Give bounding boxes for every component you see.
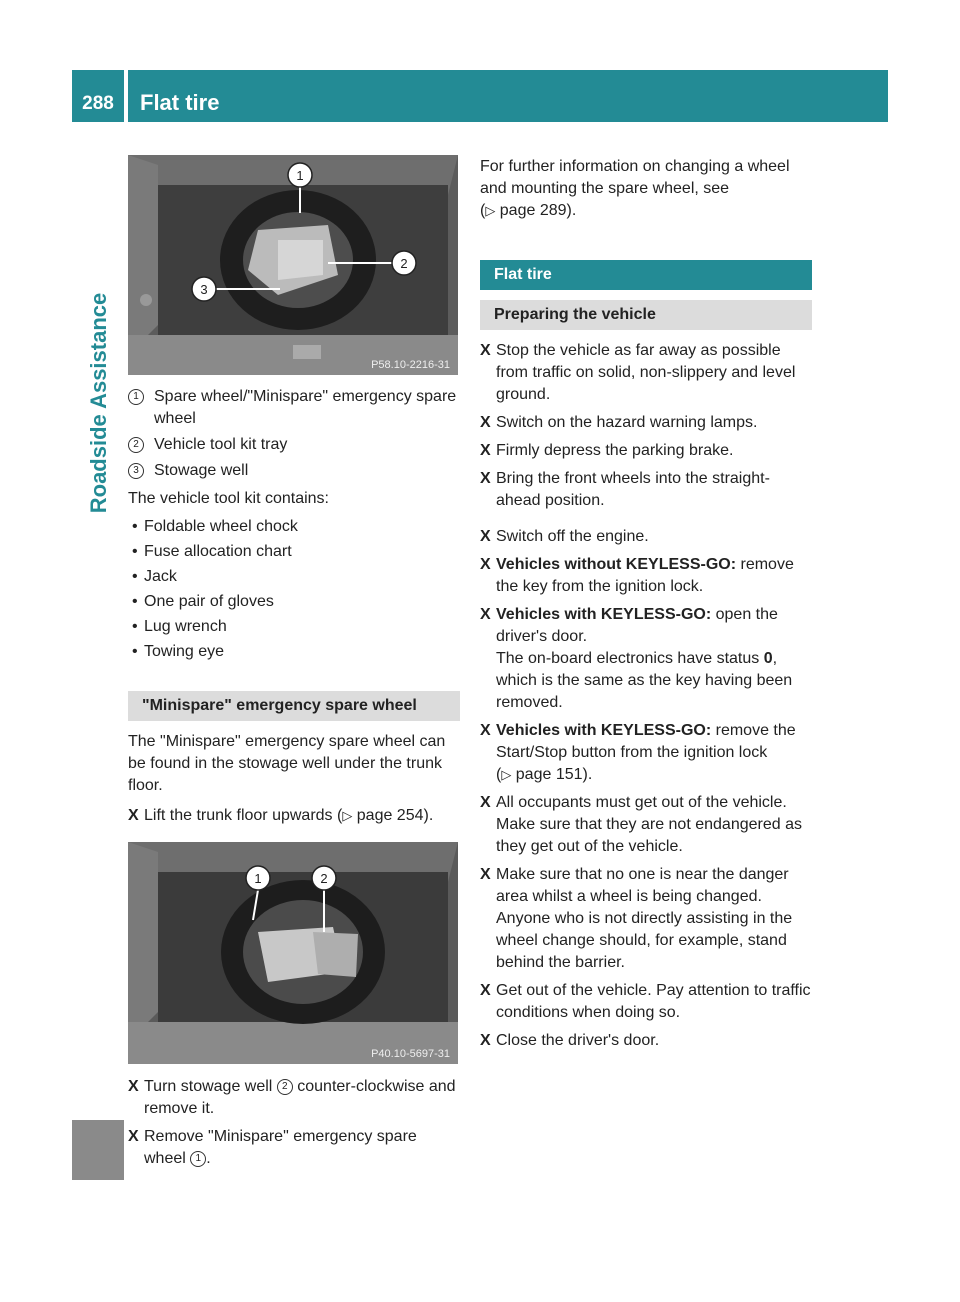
page-ref-link[interactable]: page 254). bbox=[356, 807, 434, 824]
toolkit-item: • One pair of gloves bbox=[128, 591, 460, 613]
spare-wheel-illustration bbox=[128, 155, 458, 375]
sidebar-marker bbox=[72, 1120, 124, 1180]
callout-1: 1 bbox=[254, 871, 262, 886]
step-text: Switch off the engine. bbox=[496, 528, 649, 545]
step-marker-icon: X bbox=[480, 470, 491, 487]
step-marker-icon: X bbox=[480, 866, 491, 883]
prep-step bbox=[480, 526, 812, 548]
prep-step bbox=[480, 554, 812, 598]
sidebar-label-text: Roadside Assistance bbox=[86, 292, 111, 513]
toolkit-item: • Foldable wheel chock bbox=[128, 516, 460, 538]
callout-2: 2 bbox=[320, 871, 328, 886]
page-title: Flat tire bbox=[140, 90, 220, 115]
legend-number: 1 bbox=[128, 389, 144, 405]
left-column bbox=[128, 386, 460, 833]
toolkit-intro: The vehicle tool kit contains: bbox=[128, 490, 329, 507]
legend-text: Spare wheel/"Minispare" emergency spare wheel bbox=[154, 388, 457, 427]
prep-step bbox=[480, 468, 812, 512]
further-info-text: For further information on changing a wheel and mounting the spare wheel, see bbox=[480, 158, 790, 197]
stowage-well-illustration bbox=[128, 842, 458, 1064]
step-bold: Vehicles with KEYLESS-GO: bbox=[496, 606, 712, 623]
prep-step bbox=[480, 412, 812, 434]
right-column bbox=[480, 156, 812, 1058]
inline-number: 1 bbox=[190, 1151, 206, 1167]
callout-2: 2 bbox=[400, 256, 408, 271]
legend-number: 2 bbox=[128, 437, 144, 453]
page-ref-arrow-icon: ▷ bbox=[342, 808, 353, 823]
onboard-text: The on-board electronics have status bbox=[496, 650, 764, 667]
minispare-heading: "Minispare" emergency spare wheel bbox=[128, 691, 460, 721]
toolkit-item: • Towing eye bbox=[128, 641, 460, 663]
legend-item bbox=[128, 386, 460, 430]
legend-number: 3 bbox=[128, 463, 144, 479]
prep-step: X Vehicles with KEYLESS-GO: remove the Start/Stop button from the ignition lock (▷ page 151). bbox=[480, 722, 796, 783]
step-text: Switch on the hazard warning lamps. bbox=[496, 414, 758, 431]
prep-step bbox=[480, 864, 812, 974]
page-ref-arrow-icon: ▷ bbox=[485, 203, 496, 218]
step-marker-icon: X bbox=[480, 722, 491, 739]
step-marker-icon: X bbox=[480, 342, 491, 359]
prep-step bbox=[480, 340, 812, 406]
page-ref-arrow-icon: ▷ bbox=[501, 767, 512, 782]
callout-3: 3 bbox=[200, 282, 208, 297]
onboard-status: 0 bbox=[763, 650, 773, 667]
legend-item bbox=[128, 434, 460, 456]
step-marker-icon: X bbox=[128, 1078, 139, 1095]
step-text: Get out of the vehicle. Pay attention to traffic conditions when doing so. bbox=[496, 982, 811, 1021]
step-bold: Vehicles without KEYLESS-GO: bbox=[496, 556, 737, 573]
step-remove-spare bbox=[128, 1126, 460, 1170]
header-divider bbox=[124, 70, 128, 122]
step-text: remove the key from the ignition lock. bbox=[496, 556, 794, 595]
step-text: Remove "Minispare" emergency spare wheel bbox=[144, 1128, 417, 1167]
spare-wheel-photo bbox=[128, 155, 458, 375]
step-marker-icon: X bbox=[480, 982, 491, 999]
page-ref-link[interactable]: page 289). bbox=[499, 202, 577, 219]
step-marker-icon: X bbox=[480, 442, 491, 459]
step-text: counter-clockwise and remove it. bbox=[144, 1078, 456, 1117]
legend-item bbox=[128, 460, 460, 482]
prep-step bbox=[480, 440, 812, 462]
further-info: For further information on changing a wheel and mounting the spare wheel, see (▷ page 289). bbox=[480, 158, 790, 219]
step-turn-stowage-well bbox=[128, 1076, 460, 1120]
step-marker-icon: X bbox=[480, 414, 491, 431]
left-column-steps bbox=[128, 1076, 460, 1176]
flat-tire-heading: Flat tire bbox=[480, 260, 812, 290]
legend-text: Vehicle tool kit tray bbox=[154, 436, 288, 453]
step-text: Lift the trunk floor upwards ( bbox=[144, 807, 343, 824]
step-text: Make sure that no one is near the danger area whilst a wheel is being changed. Anyone who is not directly assisting in the wheel change should, for example, stand behind the barrier. bbox=[496, 866, 793, 971]
photo-code: P58.10-2216-31 bbox=[371, 359, 450, 371]
preparing-heading: Preparing the vehicle bbox=[480, 300, 812, 330]
callout-1: 1 bbox=[296, 168, 304, 183]
stowage-well-photo bbox=[128, 842, 458, 1064]
step-marker-icon: X bbox=[480, 556, 491, 573]
step-text: Close the driver's door. bbox=[496, 1032, 660, 1049]
inline-number: 2 bbox=[277, 1079, 293, 1095]
toolkit-item: • Fuse allocation chart bbox=[128, 541, 460, 563]
step-text: Stop the vehicle as far away as possible from traffic on solid, non-slippery and level ground. bbox=[496, 342, 796, 403]
step-text: . bbox=[206, 1150, 211, 1167]
photo-code: P40.10-5697-31 bbox=[371, 1048, 450, 1060]
onboard-text: , which is the same as the key having been removed. bbox=[496, 650, 793, 711]
toolkit-item: • Jack bbox=[128, 566, 460, 588]
step-marker-icon: X bbox=[480, 606, 491, 623]
step-marker-icon: X bbox=[128, 807, 139, 824]
toolkit-item: • Lug wrench bbox=[128, 616, 460, 638]
step-text: Bring the front wheels into the straight-ahead position. bbox=[496, 470, 770, 509]
step-text: Firmly depress the parking brake. bbox=[496, 442, 734, 459]
step-marker-icon: X bbox=[480, 1032, 491, 1049]
step-text: remove the Start/Stop button from the ignition lock bbox=[496, 722, 796, 761]
step-marker-icon: X bbox=[480, 794, 491, 811]
prep-step bbox=[480, 792, 812, 858]
prep-step bbox=[480, 604, 812, 714]
step-text: open the driver's door. bbox=[496, 606, 778, 645]
prep-step bbox=[480, 980, 812, 1024]
minispare-body: The "Minispare" emergency spare wheel can be found in the stowage well under the trunk floor. bbox=[128, 733, 446, 794]
step-marker-icon: X bbox=[480, 528, 491, 545]
step-marker-icon: X bbox=[128, 1128, 139, 1145]
prep-step bbox=[480, 1030, 812, 1052]
step-bold: Vehicles with KEYLESS-GO: bbox=[496, 722, 712, 739]
legend-text: Stowage well bbox=[154, 462, 249, 479]
page-ref-link[interactable]: page 151). bbox=[515, 766, 593, 783]
step-text: All occupants must get out of the vehicle. Make sure that they are not endangered as they get out of the vehicle. bbox=[496, 794, 802, 855]
step-lift-floor bbox=[128, 805, 460, 827]
step-text: Turn stowage well bbox=[144, 1078, 277, 1095]
page-number: 288 bbox=[82, 93, 114, 114]
sidebar-section-label bbox=[76, 125, 122, 680]
